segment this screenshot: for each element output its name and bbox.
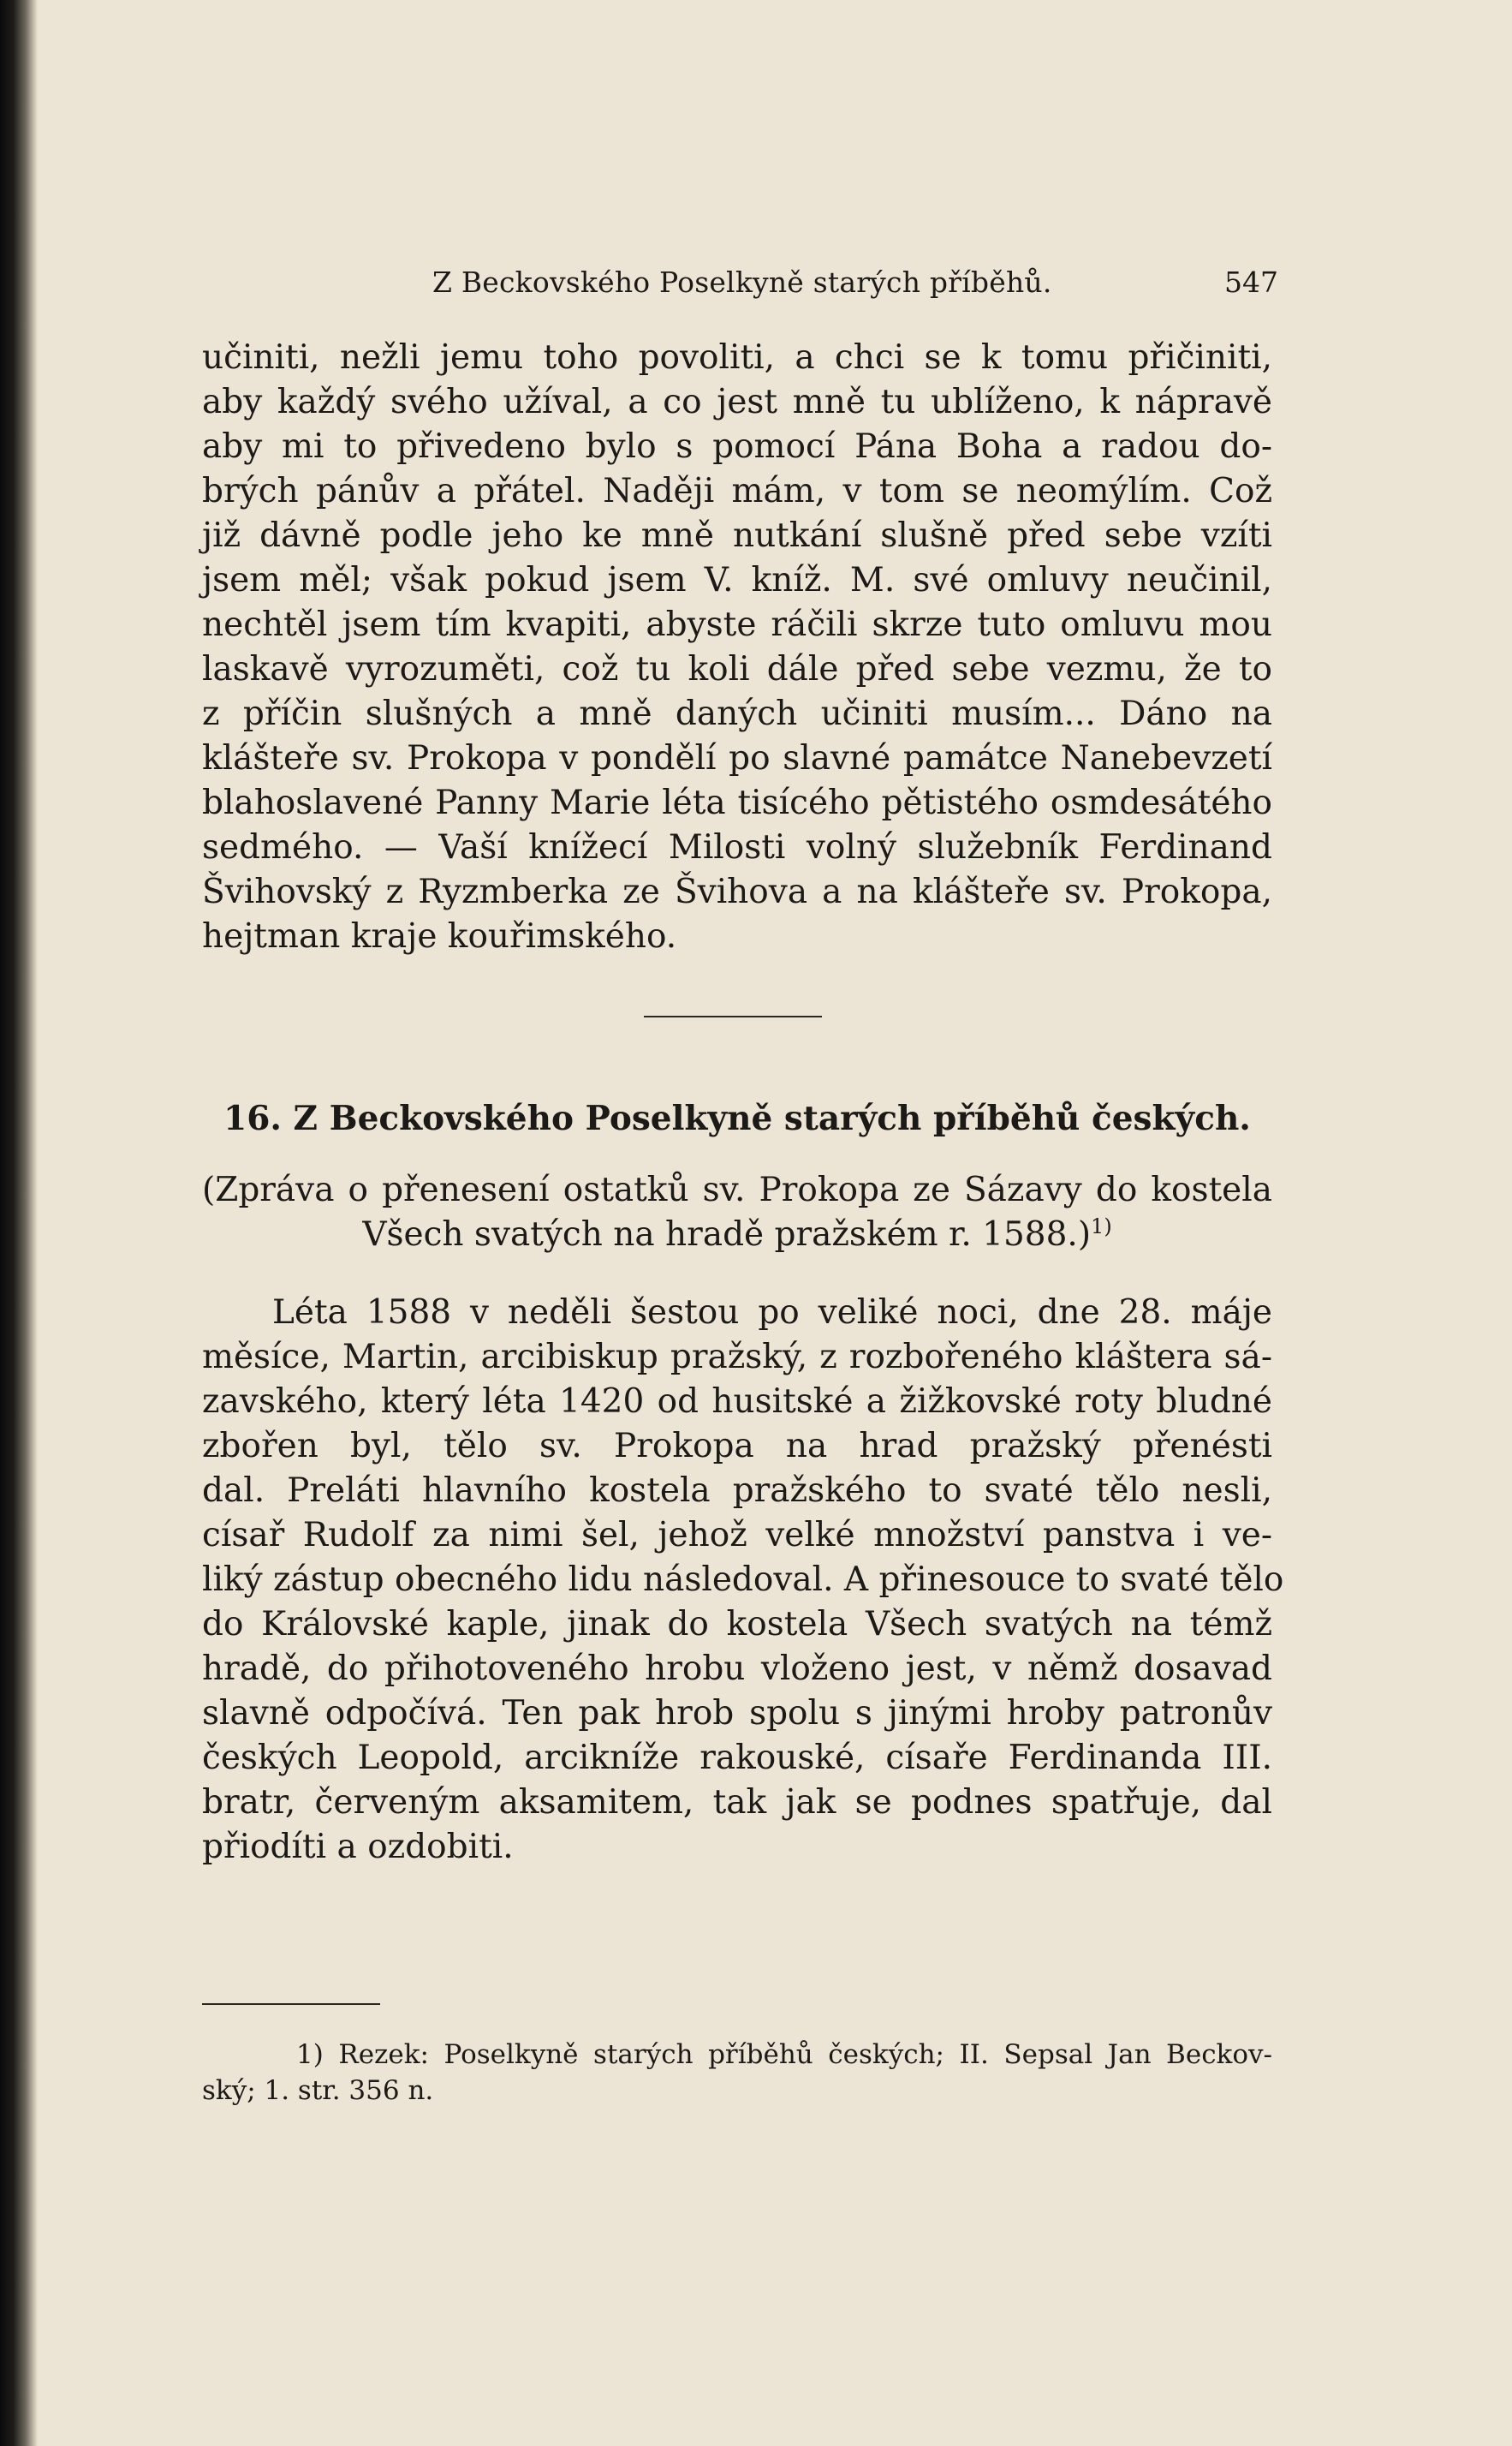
text-line: bratr, červeným aksamitem, tak jak se podnes spatřuje, dal bbox=[202, 1783, 1272, 1822]
text-line: liký zástup obecného lidu následoval. A přinesouce to svaté tělo bbox=[202, 1560, 1284, 1599]
text-line: Léta 1588 v neděli šestou po veliké noci, dne 28. máje bbox=[272, 1293, 1272, 1332]
footnote-line: 1) Rezek: Poselkyně starých příběhů českých; II. Sepsal Jan Beckov- bbox=[296, 2039, 1272, 2070]
section-divider bbox=[644, 1016, 822, 1017]
text-line: již dávně podle jeho ke mně nutkání slušně před sebe vzíti bbox=[202, 516, 1272, 555]
text-line: měsíce, Martin, arcibiskup pražský, z rozbořeného kláštera sá- bbox=[202, 1338, 1272, 1376]
text-line: laskavě vyrozuměti, což tu koli dále před sebe vezmu, že to bbox=[202, 650, 1272, 689]
subheading-text: Všech svatých na hradě pražském r. 1588.) bbox=[362, 1215, 1092, 1254]
text-line: nechtěl jsem tím kvapiti, abyste ráčili skrze tuto omluvu mou bbox=[202, 606, 1272, 644]
text-line: hradě, do přihotoveného hrobu vloženo jest, v němž dosavad bbox=[202, 1650, 1272, 1688]
footnote bbox=[202, 2037, 1272, 2109]
text-line: zbořen byl, tělo sv. Prokopa na hrad pražský přenésti bbox=[202, 1427, 1272, 1465]
text-line: brých pánův a přátel. Naději mám, v tom se neomýlím. Což bbox=[202, 472, 1272, 510]
footnote-line: ský; 1. str. 356 n. bbox=[202, 2075, 434, 2106]
book-binding-edge bbox=[0, 0, 38, 2446]
section-heading: 16. Z Beckovského Poselkyně starých příběhů českých. bbox=[223, 1099, 1251, 1138]
footnote-divider bbox=[202, 2003, 380, 2005]
text-line: zavského, který léta 1420 od husitské a žižkovské roty bludné bbox=[202, 1382, 1272, 1421]
text-line: Švihovský z Ryzmberka ze Švihova a na klášteře sv. Prokopa, bbox=[202, 873, 1272, 911]
text-line: aby každý svého užíval, a co jest mně tu ublíženo, k nápravě bbox=[202, 383, 1272, 421]
section-subheading bbox=[202, 1168, 1272, 1257]
text-line: sedmého. — Vaší knížecí Milosti volný služebník Ferdinand bbox=[202, 828, 1272, 867]
body-paragraph bbox=[202, 1291, 1284, 1870]
text-line: z příčin slušných a mně daných učiniti musím... Dáno na bbox=[202, 695, 1272, 733]
subheading-line bbox=[202, 1213, 1272, 1257]
text-line: slavně odpočívá. Ten pak hrob spolu s jinými hroby patronův bbox=[202, 1694, 1272, 1733]
running-title: Z Beckovského Poselkyně starých příběhů. bbox=[432, 265, 1052, 299]
page-number: 547 bbox=[1224, 265, 1278, 299]
footnote-reference[interactable]: 1) bbox=[1091, 1214, 1112, 1238]
text-line: aby mi to přivedeno bylo s pomocí Pána Boha a radou do- bbox=[202, 427, 1272, 466]
text-line: učiniti, nežli jemu toho povoliti, a chci se k tomu přičiniti, bbox=[202, 338, 1272, 377]
text-line: jsem měl; však pokud jsem V. kníž. M. své omluvy neučinil, bbox=[202, 561, 1272, 600]
text-line: českých Leopold, arcikníže rakouské, císaře Ferdinanda III. bbox=[202, 1739, 1272, 1777]
text-line: do Královské kaple, jinak do kostela Všech svatých na témž bbox=[202, 1605, 1272, 1644]
text-line: klášteře sv. Prokopa v pondělí po slavné památce Nanebevzetí bbox=[202, 739, 1272, 778]
text-line: blahoslavené Panny Marie léta tisícého pětistého osmdesátého bbox=[202, 784, 1272, 822]
subheading-line: (Zpráva o přenesení ostatků sv. Prokopa ze Sázavy do kostela bbox=[202, 1171, 1272, 1209]
text-line: přiodíti a ozdobiti. bbox=[202, 1828, 514, 1866]
text-line: císař Rudolf za nimi šel, jehož velké množství panstva i ve- bbox=[202, 1516, 1272, 1554]
text-line: dal. Preláti hlavního kostela pražského to svaté tělo nesli, bbox=[202, 1471, 1272, 1510]
continuation-paragraph bbox=[202, 336, 1272, 959]
text-line: hejtman kraje kouřimského. bbox=[202, 917, 677, 956]
